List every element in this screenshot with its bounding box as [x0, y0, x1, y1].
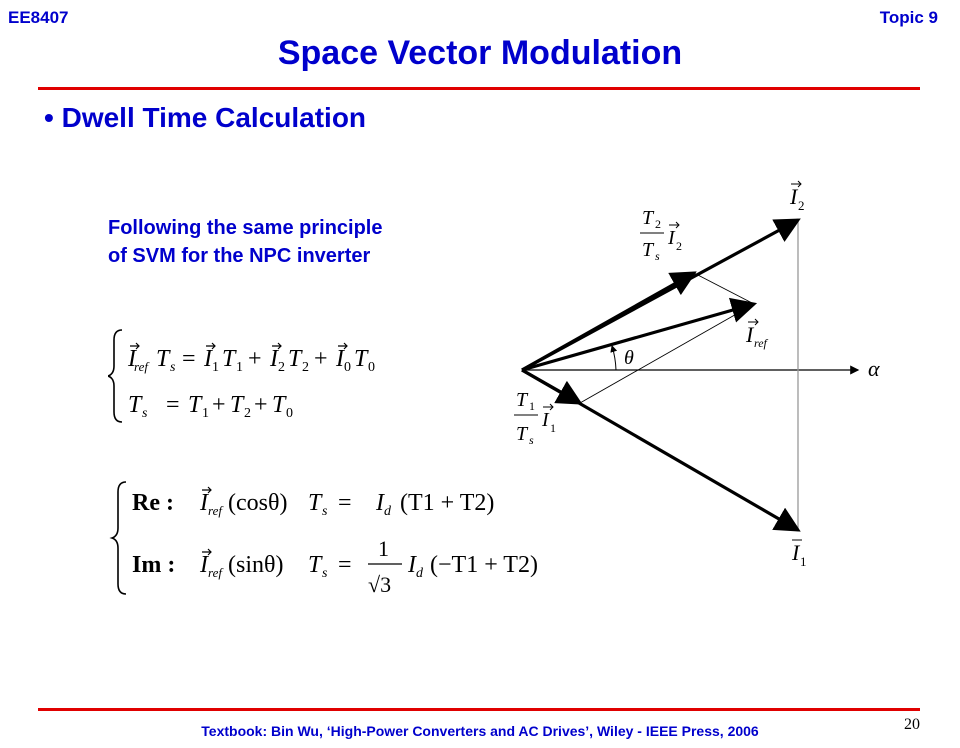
- svg-text:d: d: [384, 504, 391, 519]
- svg-text:+: +: [212, 392, 226, 418]
- topic-label: Topic 9: [879, 8, 938, 27]
- equation-line-1: [127, 346, 375, 375]
- svg-text:I: I: [746, 322, 754, 347]
- svg-text:(sinθ): (sinθ): [228, 552, 284, 578]
- vector-iref: [522, 304, 754, 370]
- svg-text:0: 0: [344, 360, 351, 375]
- left-brace-icon: [108, 330, 122, 422]
- svg-text:Re :: Re :: [132, 490, 174, 516]
- svg-text:+: +: [254, 392, 268, 418]
- svg-text:2: 2: [278, 360, 285, 375]
- svg-text:(T1 + T2): (T1 + T2): [400, 490, 495, 516]
- projection-line-bottom: [580, 304, 754, 403]
- bullet-dot-icon: •: [44, 102, 62, 133]
- re-equation: [132, 490, 494, 519]
- course-code: EE8407: [8, 8, 69, 27]
- svg-text:1: 1: [202, 406, 209, 421]
- svg-text:2: 2: [655, 217, 661, 231]
- re-im-equation-system: [108, 476, 538, 602]
- svg-text:1: 1: [212, 360, 219, 375]
- label-t1-ts-i1: [514, 389, 556, 447]
- principle-line-2: of SVM for the NPC inverter: [108, 245, 371, 267]
- svg-text:I: I: [128, 346, 136, 372]
- svg-text:2: 2: [798, 198, 805, 213]
- svg-text:I: I: [200, 552, 208, 578]
- label-theta: θ: [624, 347, 634, 369]
- svg-text:s: s: [142, 406, 148, 421]
- svg-text:s: s: [529, 433, 534, 447]
- svg-text:1: 1: [550, 421, 556, 435]
- principle-text: [108, 214, 382, 270]
- label-alpha: α: [868, 356, 880, 381]
- svg-text:0: 0: [368, 360, 375, 375]
- svg-text:=: =: [338, 490, 352, 516]
- svg-text:ref: ref: [754, 336, 767, 350]
- svg-text:I: I: [790, 184, 798, 209]
- svg-text:s: s: [322, 566, 328, 581]
- im-equation: [132, 536, 538, 597]
- svg-text:T: T: [516, 423, 528, 445]
- svg-text:ref: ref: [134, 359, 148, 374]
- svg-text:s: s: [655, 249, 660, 263]
- svg-text:2: 2: [244, 406, 251, 421]
- svg-text:ref: ref: [208, 565, 222, 580]
- svg-text:d: d: [416, 566, 423, 581]
- svg-text:T: T: [272, 392, 286, 418]
- dwell-time-equation-system: [108, 326, 438, 426]
- svg-text:s: s: [170, 360, 176, 375]
- svg-text:T: T: [642, 239, 654, 261]
- theta-arc: [612, 346, 616, 370]
- svg-text:I: I: [376, 490, 384, 516]
- label-t2-ts-i2: [640, 207, 682, 263]
- svg-text:0: 0: [286, 406, 293, 421]
- svg-text:I: I: [792, 540, 800, 565]
- svg-text:√3: √3: [368, 572, 392, 597]
- left-brace-icon: [112, 482, 126, 594]
- footer-divider: [38, 708, 920, 711]
- svg-text:(cosθ): (cosθ): [228, 490, 288, 516]
- svg-text:T: T: [188, 392, 202, 418]
- title-divider: [38, 87, 920, 90]
- svg-text:=: =: [338, 552, 352, 578]
- bullet-heading: [44, 102, 366, 134]
- svg-text:I: I: [542, 409, 549, 431]
- svg-text:1: 1: [378, 536, 389, 561]
- svg-text:T: T: [642, 207, 654, 229]
- projection-line-top: [694, 273, 754, 304]
- slide-title: Space Vector Modulation: [277, 34, 683, 72]
- space-vector-diagram: [500, 170, 890, 580]
- svg-text:I: I: [336, 346, 344, 372]
- svg-text:I: I: [408, 552, 416, 578]
- svg-text:T: T: [230, 392, 244, 418]
- svg-text:1: 1: [236, 360, 243, 375]
- svg-text:(−T1 + T2): (−T1 + T2): [430, 552, 538, 578]
- label-i2: [789, 181, 805, 213]
- svg-text:ref: ref: [208, 503, 222, 518]
- svg-text:2: 2: [302, 360, 309, 375]
- svg-text:I: I: [204, 346, 212, 372]
- textbook-reference: Textbook: Bin Wu, ‘High-Power Converters and AC Drives’, Wiley - IEEE Press, 2006: [201, 723, 759, 739]
- svg-text:I: I: [270, 346, 278, 372]
- svg-text:T: T: [156, 346, 170, 372]
- svg-text:1: 1: [800, 554, 807, 569]
- page-number: 20: [904, 716, 920, 733]
- principle-line-1: Following the same principle: [108, 217, 383, 239]
- vector-projection-i2: [522, 273, 694, 370]
- equation-line-2: [128, 392, 293, 421]
- svg-text:T: T: [308, 490, 322, 516]
- svg-text:T: T: [516, 389, 528, 411]
- svg-text:T: T: [288, 346, 302, 372]
- svg-text:+: +: [248, 346, 262, 372]
- label-iref: [745, 319, 769, 350]
- label-i1: [791, 540, 807, 569]
- svg-text:=: =: [166, 392, 180, 418]
- svg-text:s: s: [322, 504, 328, 519]
- svg-text:T: T: [128, 392, 142, 418]
- svg-text:T: T: [308, 552, 322, 578]
- svg-text:Im :: Im :: [132, 552, 176, 578]
- svg-text:=: =: [182, 346, 196, 372]
- svg-text:I: I: [200, 490, 208, 516]
- svg-text:2: 2: [676, 239, 682, 253]
- svg-text:1: 1: [529, 399, 535, 413]
- svg-text:T: T: [354, 346, 368, 372]
- svg-text:I: I: [668, 227, 675, 249]
- svg-text:T: T: [222, 346, 236, 372]
- bullet-text: Dwell Time Calculation: [61, 102, 367, 133]
- svg-text:+: +: [314, 346, 328, 372]
